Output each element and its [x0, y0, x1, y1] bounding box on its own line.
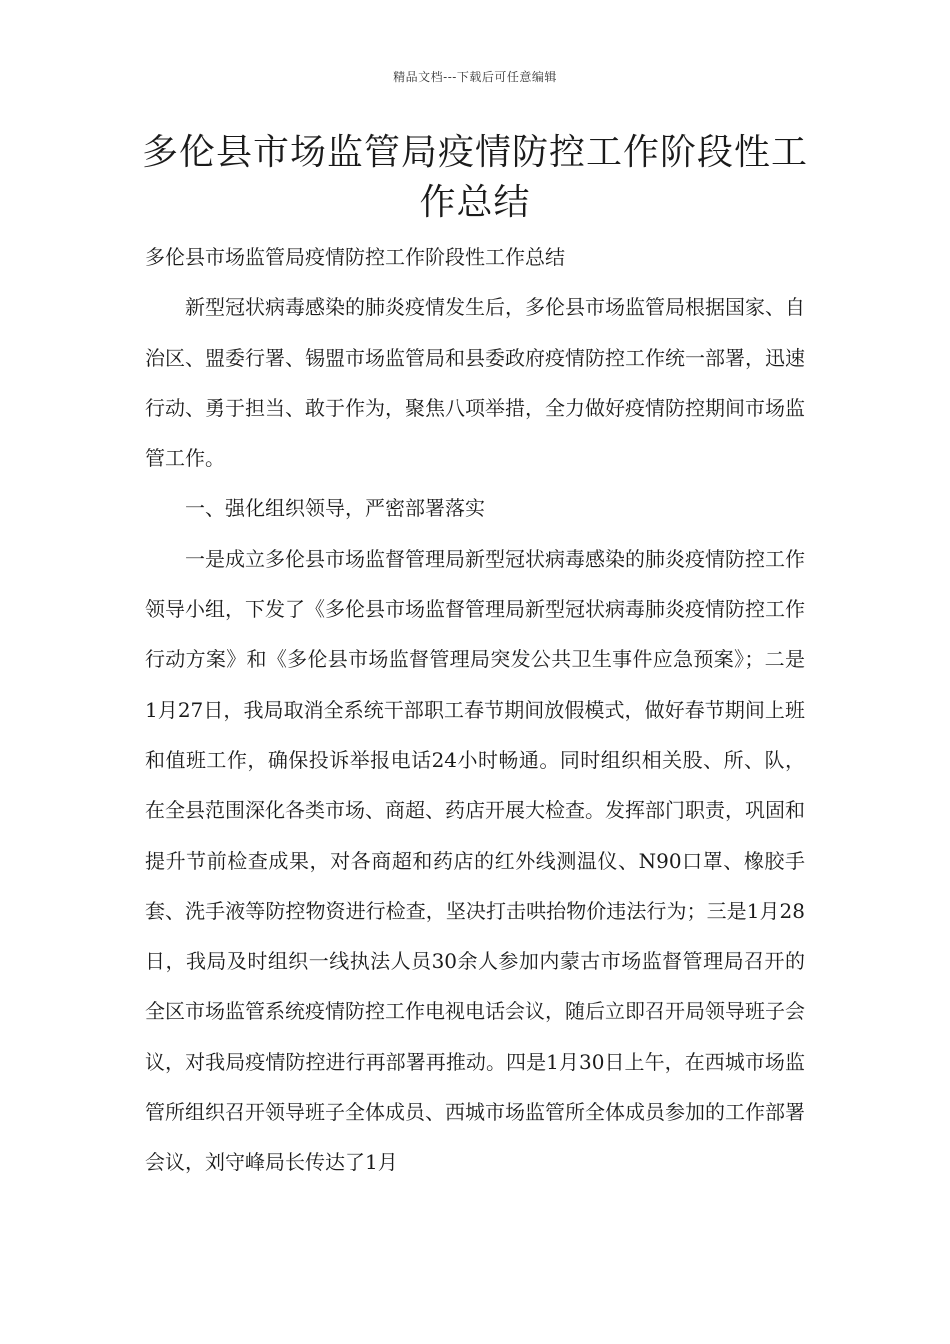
body-paragraph: 多伦县市场监管局疫情防控工作阶段性工作总结	[145, 245, 565, 269]
document-title: 多伦县市场监管局疫情防控工作阶段性工作总结	[141, 132, 808, 223]
header-note: 精品文档---下载后可任意编辑	[393, 70, 557, 84]
body-paragraph: 新型冠状病毒感染的肺炎疫情发生后，多伦县市场监管局根据国家、自治区、盟委行署、锡盟市场监管局和县委政府疫情防控工作统一部署，迅速行动、勇于担当、敢于作为，聚焦八项举措，全力做好疫情防控期间市场监管工作。	[145, 295, 805, 471]
body-paragraph: 一是成立多伦县市场监督管理局新型冠状病毒感染的肺炎疫情防控工作领导小组，下发了《多伦县市场监督管理局新型冠状病毒肺炎疫情防控工作行动方案》和《多伦县市场监督管理局突发公共卫生事件应急预案》；二是1月27日，我局取消全系统干部职工春节期间放假模式，做好春节期间上班和值班工作，确保投诉举报电话24小时畅通。同时组织相关股、所、队，在全县范围深化各类市场、商超、药店开展大检查。发挥部门职责，巩固和提升节前检查成果，对各商超和药店的红外线测温仪、N90口罩、橡胶手套、洗手液等防控物资进行检查，坚决打击哄抬物价违法行为；三是1月28日，我局及时组织一线执法人员30余人参加内蒙古市场监督管理局召开的全区市场监管系统疫情防控工作电视电话会议，随后立即召开局领导班子会议，对我局疫情防控进行再部署再推动。四是1月30日上午，在西城市场监管所组织召开领导班子全体成员、西城市场监管所全体成员参加的工作部署会议，刘守峰局长传达了1月	[145, 546, 805, 1175]
section-heading: 一、强化组织领导，严密部署落实	[185, 496, 485, 521]
document-body	[145, 232, 805, 1188]
